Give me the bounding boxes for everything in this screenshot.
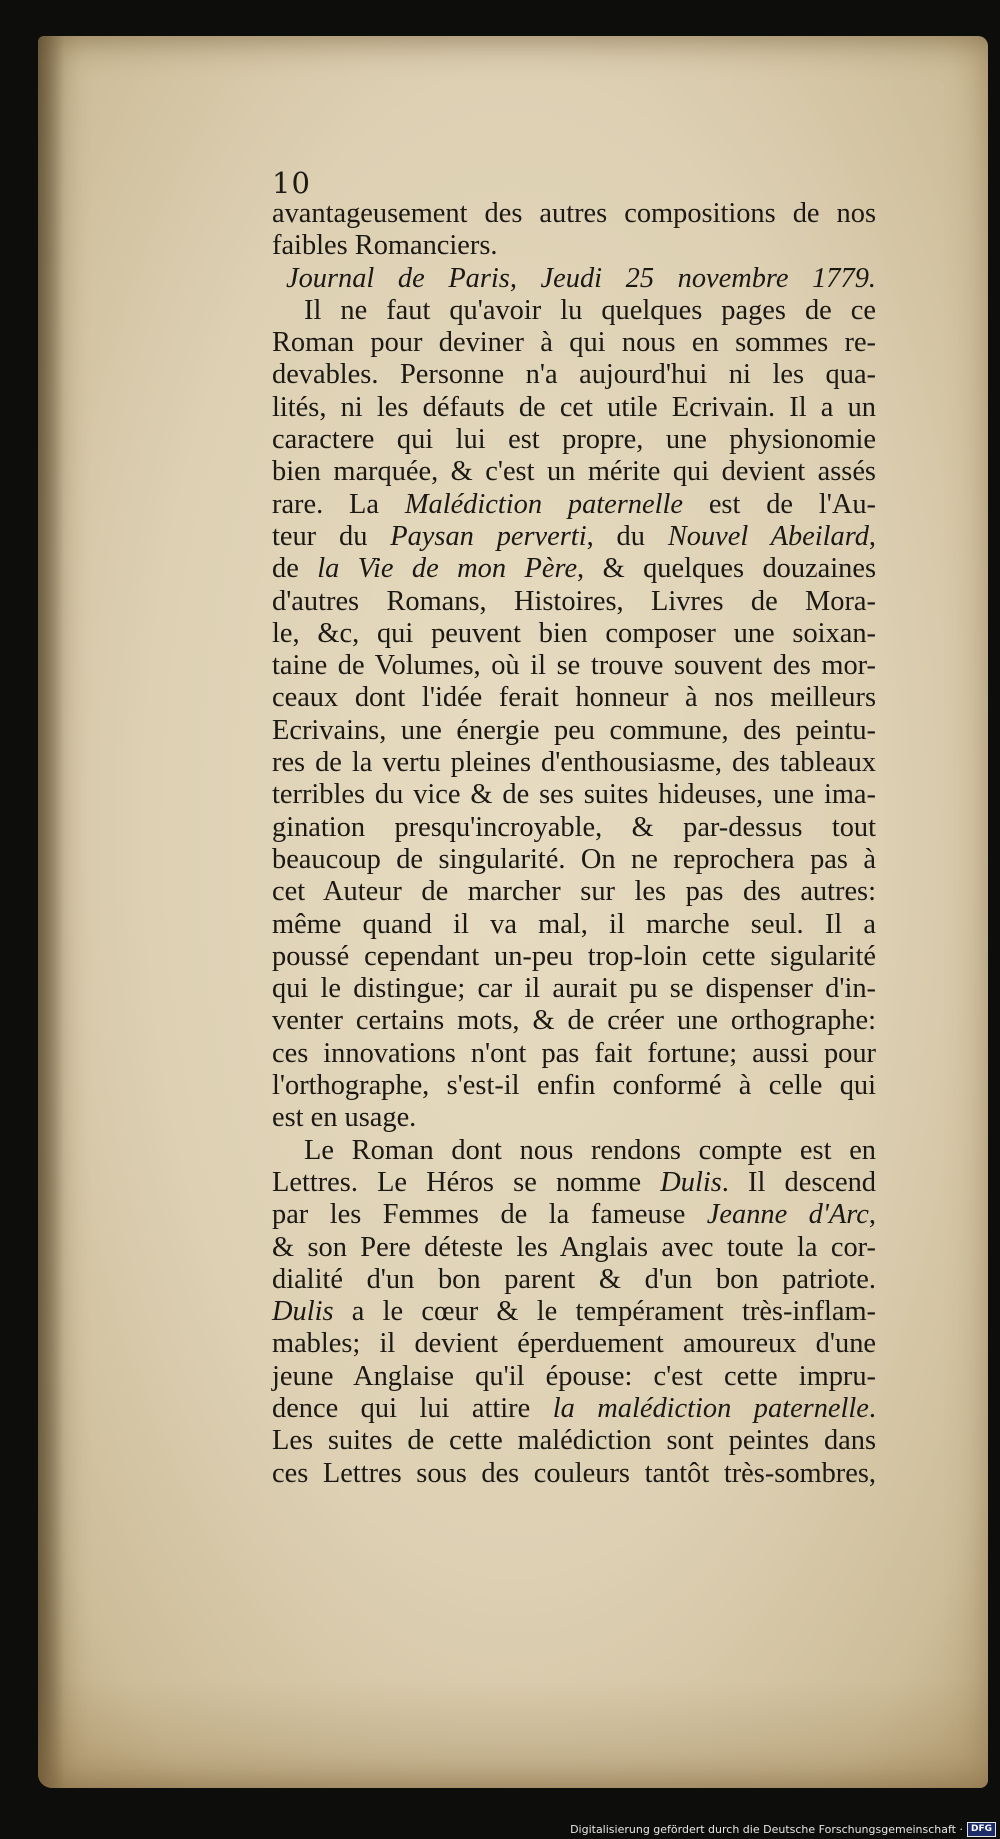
text-line [272, 909, 876, 941]
digitization-credit [570, 1822, 996, 1837]
text-run: a le cœur & le tempérament très-inflam- [333, 1296, 876, 1328]
text-run: & son Pere déteste les Anglais avec toute la cor- [272, 1231, 876, 1263]
text-line [272, 521, 876, 553]
text-run: taine de Volumes, où il se trouve souvent des mor- [272, 650, 876, 682]
text-run: ceaux dont l'idée ferait honneur à nos meilleurs [272, 682, 876, 714]
text-line [272, 1232, 876, 1264]
text-run: rare. La [272, 488, 405, 520]
text-run: faibles Romanciers. [272, 230, 498, 262]
text-line [272, 844, 876, 876]
text-line [272, 295, 876, 327]
text-run: . Il descend [721, 1166, 876, 1198]
italic-name: Dulis [660, 1166, 722, 1198]
text-line [272, 618, 876, 650]
text-line [272, 1005, 876, 1037]
text-line [272, 1264, 876, 1296]
text-line [272, 812, 876, 844]
text-run: devables. Personne n'a aujourd'hui ni les qua- [272, 359, 876, 391]
text-run: beaucoup de singularité. On ne reprochera pas à [272, 843, 876, 875]
text-line [272, 1167, 876, 1199]
text-line [272, 973, 876, 1005]
text-line [272, 941, 876, 973]
text-run: est de l'Au- [682, 488, 876, 520]
text-run: ces innovations n'ont pas fait fortune; aussi pour [272, 1037, 876, 1069]
text-run: Ecrivains, une énergie peu commune, des peintu- [272, 714, 876, 746]
text-run: caractere qui lui est propre, une physionomie [272, 424, 876, 456]
text-line [272, 715, 876, 747]
text-line [272, 456, 876, 488]
text-run: Journal de Paris, Jeudi 25 novembre 1779. [286, 262, 876, 294]
text-line [272, 1296, 876, 1328]
text-run: poussé cependant un-peu trop-loin cette sigularité [272, 940, 876, 972]
credit-text: Digitalisierung gefördert durch die Deutsche Forschungsgemeinschaft · [570, 1823, 963, 1836]
text-line [272, 230, 876, 262]
page-text [272, 198, 876, 1490]
text-line [272, 586, 876, 618]
text-run: le, &c, qui peuvent bien composer une soixan- [272, 617, 876, 649]
text-run: lités, ni les défauts de cet utile Ecrivain. Il a un [272, 391, 876, 423]
text-line [272, 1102, 876, 1134]
text-run: d'autres Romans, Histoires, Livres de Mora- [272, 585, 876, 617]
text-line [272, 198, 876, 230]
text-run: de [272, 553, 318, 585]
text-line [272, 1070, 876, 1102]
page-number: 10 [272, 166, 311, 200]
text-run: , du [586, 520, 668, 552]
text-line [272, 1199, 876, 1231]
text-line [272, 424, 876, 456]
text-line [272, 1458, 876, 1490]
text-run: dialité d'un bon parent & d'un bon patriote. [272, 1263, 876, 1295]
text-run: , [868, 520, 877, 552]
text-line [272, 1425, 876, 1457]
text-run: dence qui lui attire [272, 1392, 553, 1424]
italic-title: la Vie de mon Père [317, 553, 578, 585]
text-line [272, 876, 876, 908]
text-run: terribles du vice & de ses suites hideuses, une ima- [272, 779, 876, 811]
text-line [272, 1393, 876, 1425]
text-line [272, 779, 876, 811]
text-run: avantageusement des autres compositions de nos [272, 198, 876, 229]
text-run: ces Lettres sous des couleurs tantôt très-sombres, [272, 1457, 876, 1489]
text-line [272, 1328, 876, 1360]
text-run: . [868, 1392, 877, 1424]
text-line [272, 489, 876, 521]
text-line [272, 1038, 876, 1070]
page-edge-shading [38, 1678, 988, 1788]
text-run: qui le distingue; car il aurait pu se dispenser d'in- [272, 973, 876, 1005]
text-run: même quand il va mal, il marche seul. Il a [272, 908, 876, 940]
italic-title: Paysan perverti [390, 520, 587, 552]
dfg-logo: DFG [967, 1822, 996, 1837]
italic-name: Jeanne d'Arc [706, 1199, 869, 1231]
text-line [272, 359, 876, 391]
text-run: , [868, 1199, 876, 1231]
text-run: par les Femmes de la fameuse [272, 1199, 707, 1231]
text-line [272, 747, 876, 779]
italic-name: Dulis [272, 1296, 334, 1328]
text-line [272, 327, 876, 359]
text-run: , & quelques douzaines [577, 553, 876, 585]
text-run: venter certains mots, & de créer une orthographe: [272, 1005, 876, 1037]
text-line [272, 682, 876, 714]
italic-title: Malédiction paternelle [404, 488, 683, 520]
text-run: res de la vertu pleines d'enthousiasme, des tableaux [272, 747, 876, 779]
text-line [272, 650, 876, 682]
text-line [272, 1361, 876, 1393]
text-run: est en usage. [272, 1102, 417, 1134]
text-run: bien marquée, & c'est un mérite qui devient assés [272, 456, 876, 488]
source-citation [272, 263, 876, 295]
text-run: Le Roman dont nous rendons compte est en [304, 1134, 876, 1166]
text-run: mables; il devient éperduement amoureux d'une [272, 1328, 876, 1360]
italic-title: Nouvel Abeilard [667, 520, 869, 552]
text-run: gination presqu'incroyable, & par-dessus tout [272, 811, 876, 843]
text-run: jeune Anglaise qu'il épouse: c'est cette impru- [272, 1360, 876, 1392]
text-run: Roman pour deviner à qui nous en sommes re- [272, 327, 876, 359]
text-line [272, 1135, 876, 1167]
text-line [272, 553, 876, 585]
text-run: l'orthographe, s'est-il enfin conformé à celle qui [272, 1070, 876, 1102]
text-run: teur du [272, 520, 391, 552]
text-run: cet Auteur de marcher sur les pas des autres: [272, 876, 876, 908]
text-run: Il ne faut qu'avoir lu quelques pages de ce [304, 294, 876, 326]
italic-title: la malédiction paternelle [552, 1392, 869, 1424]
text-line [272, 392, 876, 424]
text-run: Lettres. Le Héros se nomme [272, 1166, 661, 1198]
text-run: Les suites de cette malédiction sont peintes dans [272, 1425, 876, 1457]
